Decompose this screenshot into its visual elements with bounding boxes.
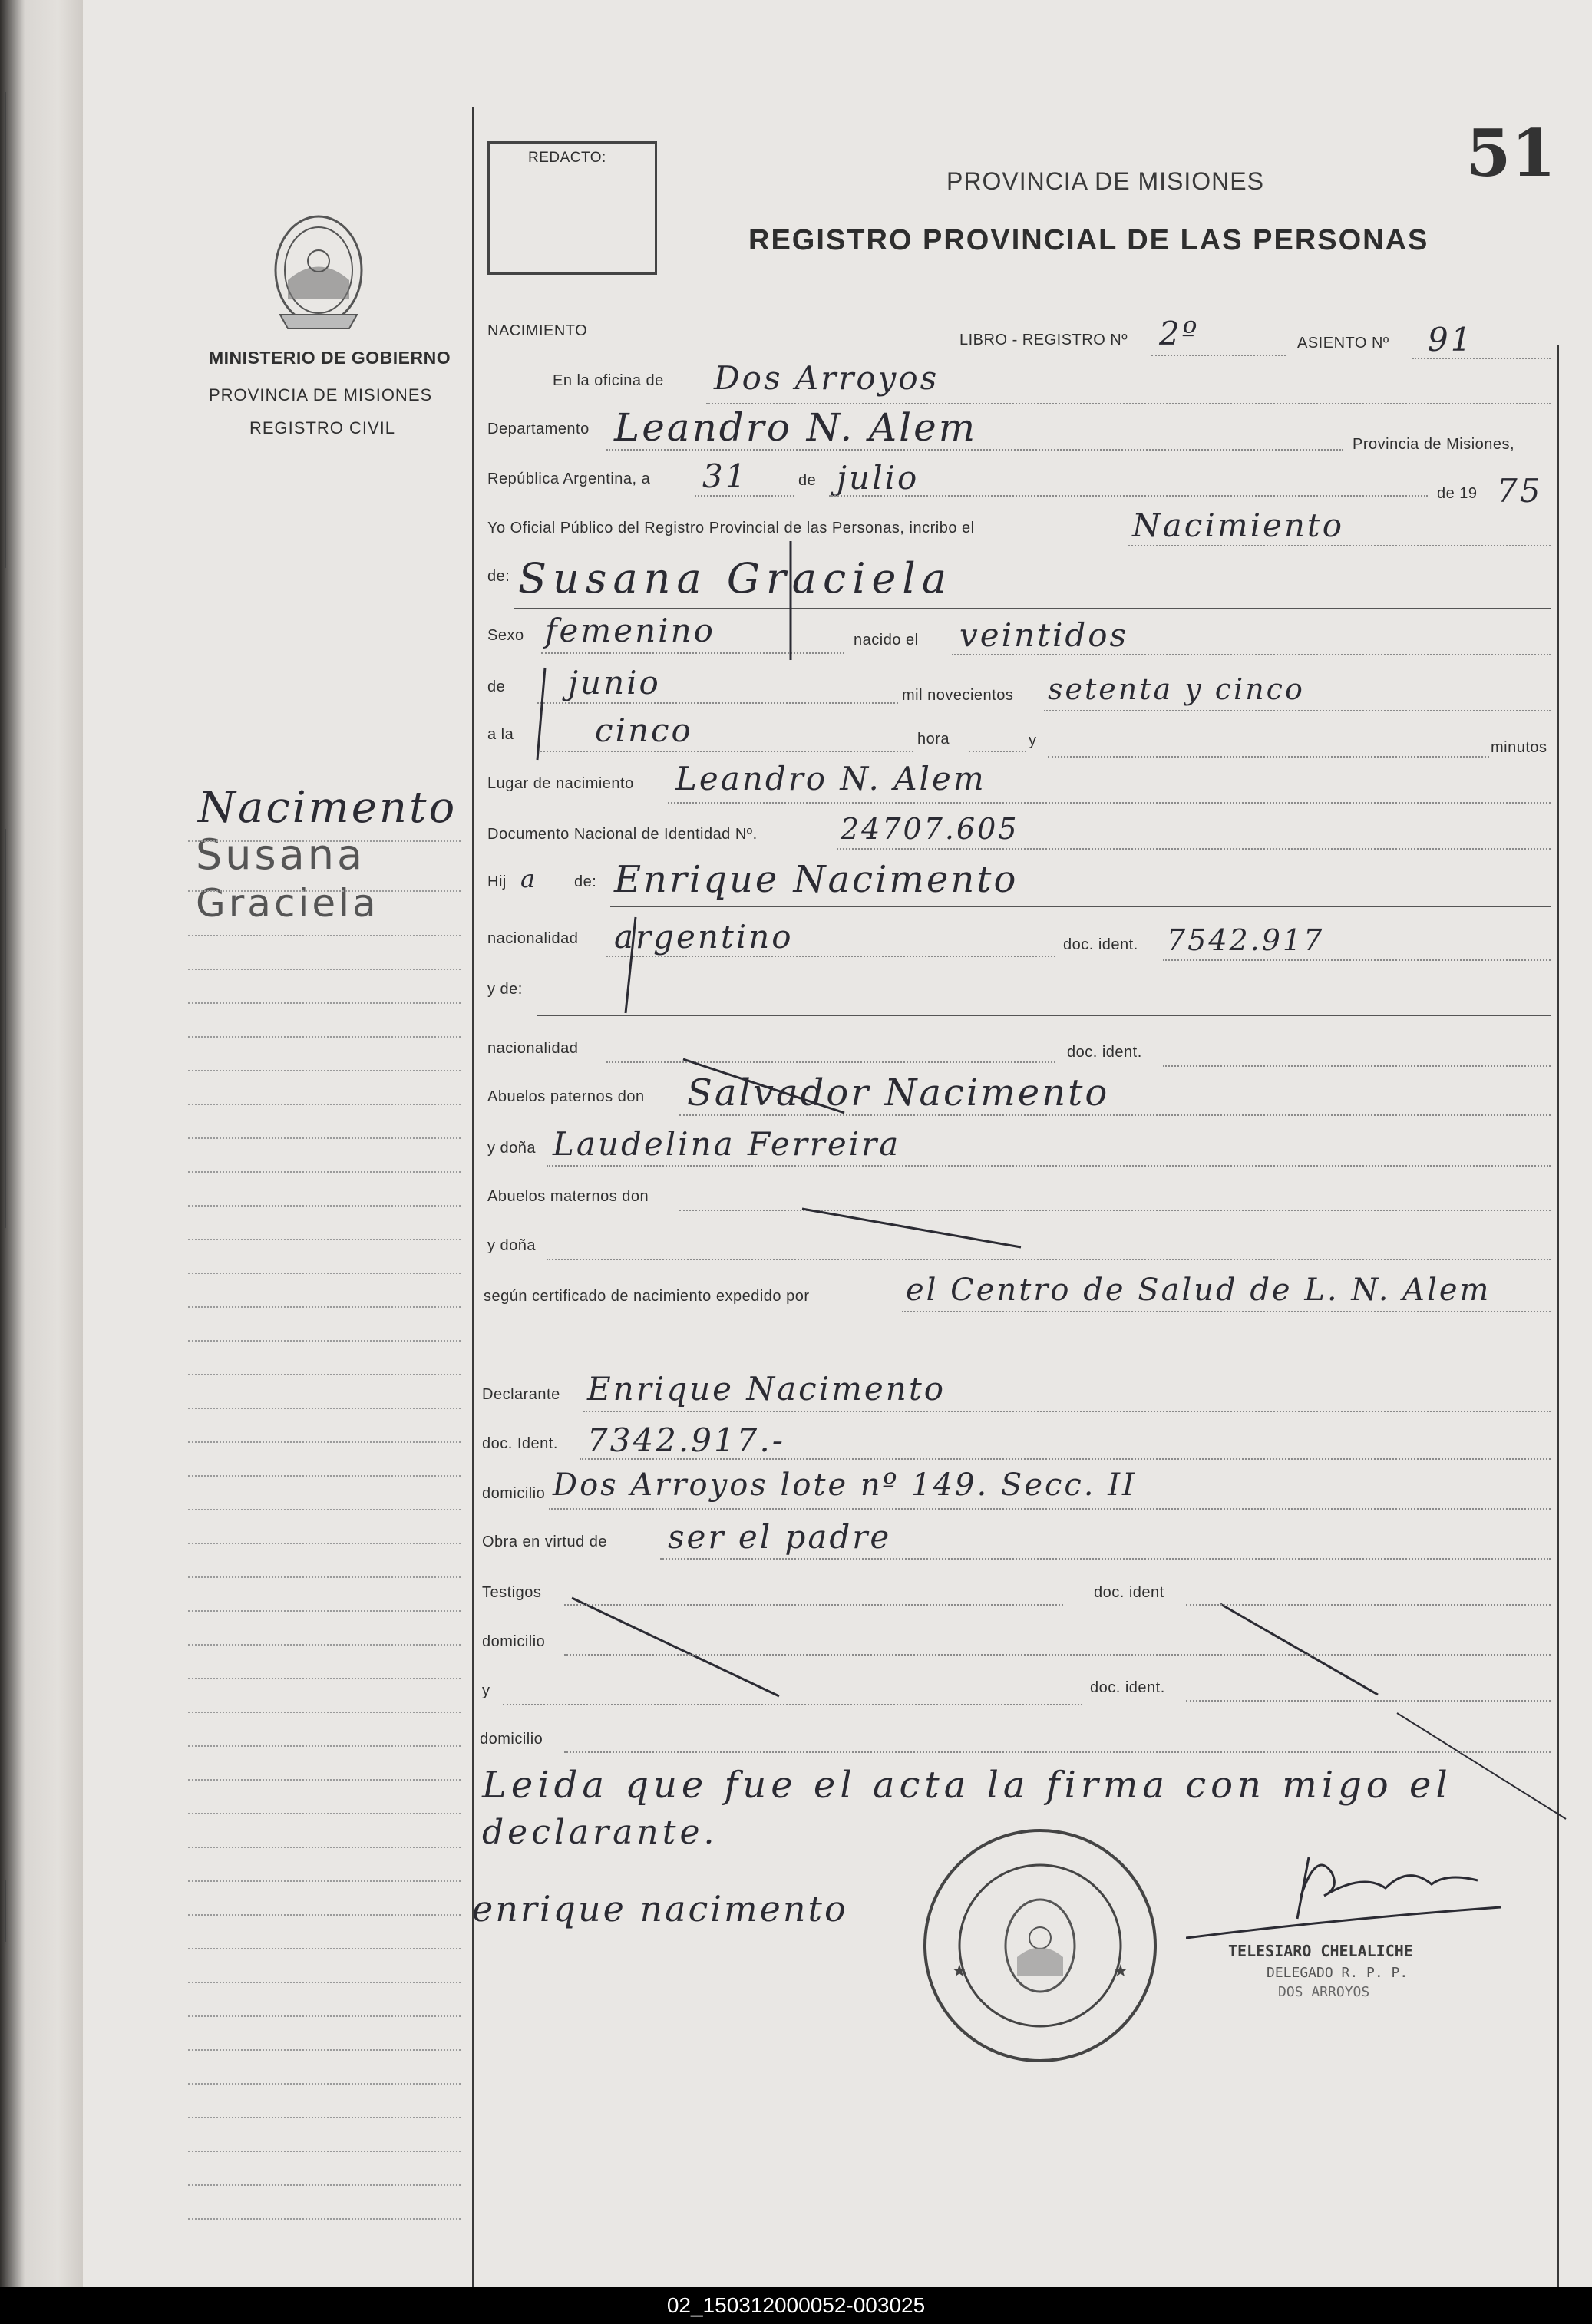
libro-value: 2º bbox=[1159, 315, 1200, 352]
docident-label: doc. ident. bbox=[1063, 936, 1138, 953]
abuelos-pat-value: Salvador Nacimento bbox=[687, 1071, 1110, 1114]
name-value: Susana Graciela bbox=[518, 554, 953, 602]
decl-doc-value: 7342.917.- bbox=[587, 1421, 785, 1459]
svg-text:★: ★ bbox=[1113, 1962, 1128, 1981]
year-value: 75 bbox=[1497, 472, 1543, 510]
nacido-value: veintidos bbox=[959, 616, 1129, 654]
svg-text:★: ★ bbox=[952, 1962, 967, 1981]
father-value: Enrique Nacimento bbox=[614, 858, 1019, 901]
certificado-label: según certificado de nacimiento expedido por bbox=[484, 1288, 810, 1305]
official-office: DOS ARROYOS bbox=[1278, 1984, 1370, 2000]
hija-de-label: de: bbox=[574, 873, 597, 890]
obra-value: ser el padre bbox=[668, 1518, 892, 1556]
declarant-signature: enrique nacimento bbox=[472, 1888, 848, 1930]
doc-ident-t2-label: doc. ident. bbox=[1090, 1679, 1165, 1696]
dni-label: Documento Nacional de Identidad Nº. bbox=[487, 826, 758, 843]
registry-title: REGISTRO PROVINCIAL DE LAS PERSONAS bbox=[748, 224, 1429, 256]
redacto-label: REDACTO: bbox=[528, 150, 606, 166]
declarante-value: Enrique Nacimento bbox=[587, 1370, 946, 1408]
yde-label: y de: bbox=[487, 981, 523, 998]
margin-note-line2: Susana bbox=[196, 830, 366, 879]
birth-month-value: junio bbox=[568, 664, 661, 701]
ydona-value: Laudelina Ferreira bbox=[553, 1125, 901, 1163]
ministry-line3: REGISTRO CIVIL bbox=[249, 418, 396, 437]
minutos-label: minutos bbox=[1491, 739, 1547, 756]
nacionalidad-label: nacionalidad bbox=[487, 930, 579, 947]
lugar-value: Leandro N. Alem bbox=[675, 760, 986, 797]
asiento-value: 91 bbox=[1428, 321, 1474, 358]
oficina-value: Dos Arroyos bbox=[714, 359, 940, 397]
mil-value: setenta y cinco bbox=[1048, 672, 1305, 706]
closing-line2: declarante. bbox=[482, 1813, 718, 1852]
doc-ident-t-label: doc. ident bbox=[1094, 1584, 1164, 1601]
oficina-label: En la oficina de bbox=[553, 372, 664, 389]
certificado-value: el Centro de Salud de L. N. Alem bbox=[906, 1273, 1491, 1308]
oficial-label: Yo Oficial Público del Registro Provincial de las Personas, incribo el bbox=[487, 520, 975, 536]
domicilio-value: Dos Arroyos lote nº 149. Secc. II bbox=[553, 1467, 1137, 1503]
day-value: 31 bbox=[702, 457, 748, 495]
decl-doc-label: doc. Ident. bbox=[482, 1435, 558, 1452]
de-label: de bbox=[798, 472, 817, 489]
nacionalidad2-label: nacionalidad bbox=[487, 1040, 579, 1057]
domicilio-t2-label: domicilio bbox=[480, 1731, 543, 1748]
ministry-line2: PROVINCIA DE MISIONES bbox=[209, 385, 433, 404]
month-value: julio bbox=[837, 459, 920, 497]
page-number: 51 bbox=[1466, 115, 1556, 191]
abuelos-pat-label: Abuelos paternos don bbox=[487, 1088, 645, 1105]
ministry-line1: MINISTERIO DE GOBIERNO bbox=[209, 348, 451, 368]
mil-label: mil novecientos bbox=[902, 687, 1014, 704]
obra-label: Obra en virtud de bbox=[482, 1533, 608, 1550]
nacimiento-label: NACIMIENTO bbox=[487, 322, 588, 339]
registry-stamp-icon bbox=[917, 1823, 1163, 2068]
oficial-value: Nacimiento bbox=[1132, 507, 1345, 544]
year-label: de 19 bbox=[1437, 485, 1478, 502]
closing-line1: Leida que fue el acta la firma con migo el bbox=[482, 1764, 1452, 1807]
father-doc-value: 7542.917 bbox=[1167, 923, 1325, 957]
sexo-label: Sexo bbox=[487, 627, 524, 644]
hija-suffix: a bbox=[520, 864, 538, 893]
hija-label: Hij bbox=[487, 873, 507, 890]
asiento-label: ASIENTO Nº bbox=[1297, 335, 1389, 352]
abuelos-mat-label: Abuelos maternos don bbox=[487, 1188, 649, 1205]
y-t-label: y bbox=[482, 1682, 490, 1699]
image-id-text: 02_150312000052-003025 bbox=[666, 2293, 926, 2317]
nacido-label: nacido el bbox=[854, 632, 919, 649]
official-signature-icon bbox=[1186, 1842, 1508, 1949]
ydona-label: y doña bbox=[487, 1140, 537, 1157]
docident2-label: doc. ident. bbox=[1067, 1044, 1142, 1061]
dni-value: 24707.605 bbox=[841, 812, 1019, 846]
departamento-label: Departamento bbox=[487, 421, 590, 437]
y-label: y bbox=[1029, 732, 1037, 749]
ydona2-label: y doña bbox=[487, 1237, 537, 1254]
libro-label: LIBRO - REGISTRO Nº bbox=[959, 332, 1128, 348]
sexo-value: femenino bbox=[545, 612, 715, 649]
de2-label: de bbox=[487, 678, 506, 695]
image-id-footer bbox=[0, 2287, 1592, 2324]
official-name: TELESIARO CHELALICHE bbox=[1228, 1942, 1413, 1960]
provincia-label: Provincia de Misiones, bbox=[1353, 436, 1515, 453]
ala-value: cinco bbox=[595, 711, 693, 749]
province-title: PROVINCIA DE MISIONES bbox=[946, 167, 1264, 195]
republica-label: República Argentina, a bbox=[487, 470, 651, 487]
declarante-label: Declarante bbox=[482, 1386, 560, 1403]
nacionalidad-value: argentino bbox=[614, 918, 794, 956]
testigos-label: Testigos bbox=[482, 1584, 542, 1601]
official-role: DELEGADO R. P. P. bbox=[1267, 1965, 1409, 1981]
de-name-label: de: bbox=[487, 568, 510, 585]
domicilio-t1-label: domicilio bbox=[482, 1633, 546, 1650]
margin-note-line1: Nacimento bbox=[198, 783, 457, 833]
margin-note-line3: Graciela bbox=[196, 881, 379, 926]
ala-label: a la bbox=[487, 726, 514, 743]
lugar-label: Lugar de nacimiento bbox=[487, 775, 634, 792]
domicilio-label: domicilio bbox=[482, 1485, 546, 1502]
departamento-value: Leandro N. Alem bbox=[614, 405, 978, 450]
hora-label: hora bbox=[917, 731, 950, 748]
